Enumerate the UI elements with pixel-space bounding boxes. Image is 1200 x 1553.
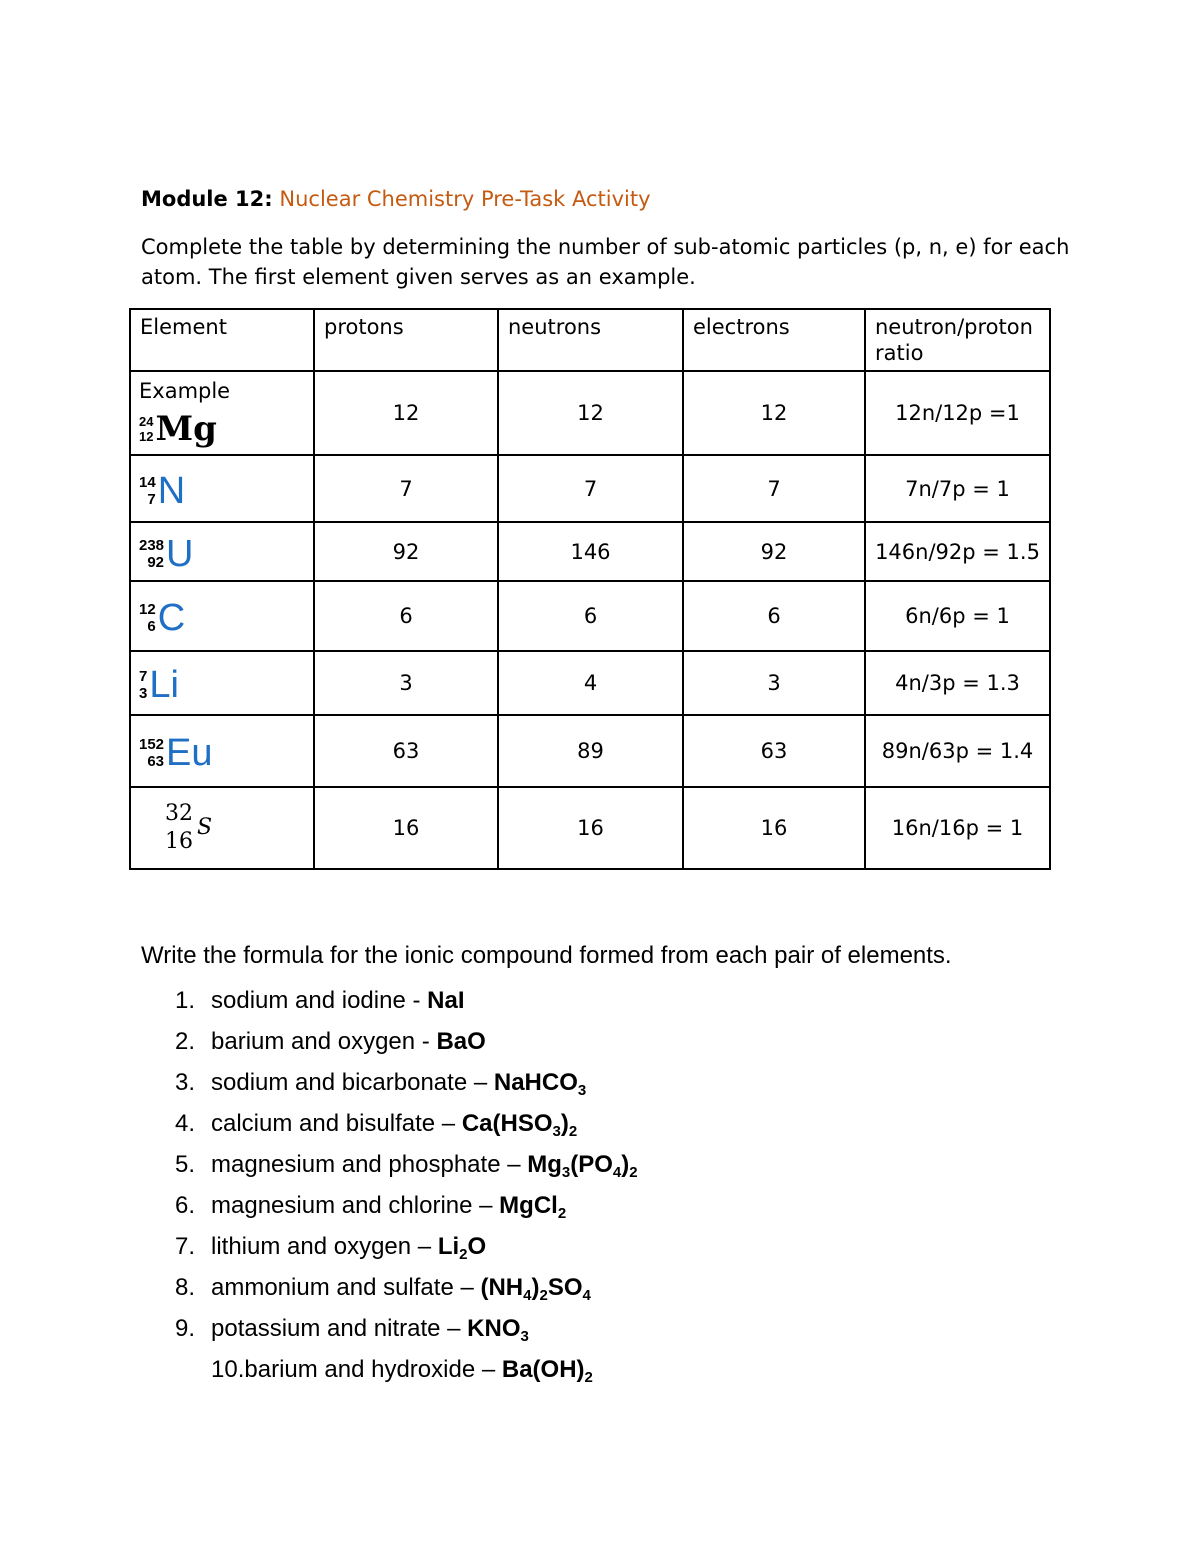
item-text: lithium and oxygen – — [211, 1233, 438, 1260]
electrons-cell: 63 — [683, 715, 865, 787]
formula: $Li_2O$ — [437, 1233, 487, 1263]
list-item — [175, 1352, 638, 1393]
table-row — [130, 581, 1050, 651]
table-row — [130, 371, 1050, 455]
element-symbol: S — [197, 815, 213, 840]
formula: $Ba(OH)_2$ — [501, 1356, 593, 1386]
formula: BaO — [436, 1028, 486, 1055]
ratio-cell: 4n/3p = 1.3 — [865, 651, 1050, 715]
isotope-symbol — [139, 665, 179, 705]
element-cell — [130, 455, 314, 522]
element-cell — [130, 651, 314, 715]
protons-cell: 92 — [314, 522, 498, 581]
neutrons-cell: 89 — [498, 715, 683, 787]
isotope-symbol — [139, 471, 185, 511]
list-item — [175, 1311, 638, 1352]
atomic-number: 16 — [165, 829, 193, 854]
column-header: electrons — [683, 309, 865, 371]
ratio-cell: 16n/16p = 1 — [865, 787, 1050, 869]
item-text: barium and hydroxide – — [244, 1356, 502, 1383]
mass-number: 238 — [139, 536, 165, 554]
instructions: Complete the table by determining the number of sub-atomic particles (p, n, e) for each atom. The first element given serves as an example. — [141, 235, 1070, 289]
column-header: Element — [130, 309, 314, 371]
element-symbol: Eu — [166, 732, 213, 774]
column-header: neutrons — [498, 309, 683, 371]
mass-number: 7 — [139, 668, 148, 685]
atomic-number: 12 — [139, 428, 154, 444]
isotope-symbol — [139, 598, 185, 638]
example-label: Example — [139, 378, 231, 403]
formula: $KNO_3$ — [467, 1315, 529, 1345]
item-text: magnesium and phosphate – — [211, 1151, 528, 1178]
neutrons-cell: 7 — [498, 455, 683, 522]
electrons-cell: 16 — [683, 787, 865, 869]
neutrons-cell: 146 — [498, 522, 683, 581]
subatomic-table — [129, 308, 1051, 870]
atomic-number: 6 — [147, 618, 156, 635]
element-cell — [130, 581, 314, 651]
item-number: 8. — [175, 1274, 196, 1301]
mass-number: 32 — [165, 801, 193, 826]
item-number: 7. — [175, 1233, 196, 1260]
element-symbol: Li — [149, 664, 179, 706]
list-item — [175, 1147, 638, 1188]
protons-cell: 3 — [314, 651, 498, 715]
item-number: 10. — [211, 1356, 245, 1383]
item-text: barium and oxygen - — [211, 1028, 437, 1055]
table-header-row — [130, 309, 1050, 371]
isotope-symbol — [139, 534, 193, 574]
neutrons-cell: 16 — [498, 787, 683, 869]
item-number: 3. — [175, 1069, 196, 1096]
neutrons-cell: 12 — [498, 371, 683, 455]
isotope-symbol — [139, 800, 212, 856]
protons-cell: 16 — [314, 787, 498, 869]
isotope-symbol — [139, 409, 217, 449]
table-row — [130, 715, 1050, 787]
element-cell — [130, 522, 314, 581]
column-header: neutron/proton ratio — [865, 309, 1050, 371]
table-row — [130, 787, 1050, 869]
list-item — [175, 1065, 638, 1106]
ratio-cell: 7n/7p = 1 — [865, 455, 1050, 522]
formula-list — [175, 983, 638, 1393]
electrons-cell: 7 — [683, 455, 865, 522]
list-item — [175, 1106, 638, 1147]
item-text: sodium and iodine - — [211, 987, 428, 1014]
element-cell — [130, 787, 314, 869]
item-text: magnesium and chlorine – — [211, 1192, 500, 1219]
item-text: calcium and bisulfate – — [211, 1110, 462, 1137]
protons-cell: 12 — [314, 371, 498, 455]
item-number: 6. — [175, 1192, 196, 1219]
table-row — [130, 651, 1050, 715]
element-symbol: Mg — [155, 408, 217, 449]
formula: NaI — [427, 987, 465, 1014]
atomic-number: 92 — [147, 553, 165, 571]
protons-cell: 7 — [314, 455, 498, 522]
atomic-number: 3 — [139, 685, 148, 702]
column-header: protons — [314, 309, 498, 371]
protons-cell: 63 — [314, 715, 498, 787]
ratio-cell: 89n/63p = 1.4 — [865, 715, 1050, 787]
table-row — [130, 455, 1050, 522]
item-number: 9. — [175, 1315, 196, 1342]
neutrons-cell: 4 — [498, 651, 683, 715]
protons-cell: 6 — [314, 581, 498, 651]
module-subtitle: Nuclear Chemistry Pre-Task Activity — [279, 187, 651, 211]
item-text: ammonium and sulfate – — [211, 1274, 481, 1301]
item-number: 2. — [175, 1028, 196, 1055]
element-symbol: N — [157, 469, 186, 512]
ratio-cell: 6n/6p = 1 — [865, 581, 1050, 651]
list-item — [175, 1188, 638, 1229]
module-label: Module 12: — [141, 187, 273, 211]
item-number: 1. — [175, 987, 196, 1014]
list-item — [175, 983, 638, 1024]
list-item — [175, 1024, 638, 1065]
item-text: potassium and nitrate – — [211, 1315, 468, 1342]
item-number: 5. — [175, 1151, 196, 1178]
mass-number: 152 — [139, 736, 165, 753]
formula: $(NH_4)_2SO_4$ — [480, 1274, 591, 1304]
atomic-number: 7 — [147, 490, 156, 508]
ratio-cell: 12n/12p =1 — [865, 371, 1050, 455]
mass-number: 24 — [139, 413, 154, 429]
element-symbol: U — [166, 532, 194, 575]
mass-number: 12 — [139, 601, 156, 618]
ratio-cell: 146n/92p = 1.5 — [865, 522, 1050, 581]
formula: MgCl$_2$ — [499, 1192, 567, 1222]
item-text: sodium and bicarbonate – — [211, 1069, 494, 1096]
formula: $Mg_3(PO_4)_2$ — [527, 1151, 638, 1181]
formula: $Ca(HSO_3)_2$ — [461, 1110, 578, 1140]
section-prompt: Write the formula for the ionic compound formed from each pair of elements. — [141, 942, 952, 969]
table-row — [130, 522, 1050, 581]
page-title — [141, 187, 651, 211]
element-cell — [130, 371, 314, 455]
atomic-number: 63 — [147, 753, 165, 770]
item-number: 4. — [175, 1110, 196, 1137]
neutrons-cell: 6 — [498, 581, 683, 651]
electrons-cell: 92 — [683, 522, 865, 581]
electrons-cell: 12 — [683, 371, 865, 455]
isotope-symbol — [139, 733, 213, 773]
mass-number: 14 — [139, 473, 156, 491]
list-item — [175, 1270, 638, 1311]
element-symbol: C — [157, 597, 186, 639]
electrons-cell: 3 — [683, 651, 865, 715]
element-cell — [130, 715, 314, 787]
list-item — [175, 1229, 638, 1270]
formula: NaHCO$_3$ — [493, 1069, 587, 1099]
electrons-cell: 6 — [683, 581, 865, 651]
